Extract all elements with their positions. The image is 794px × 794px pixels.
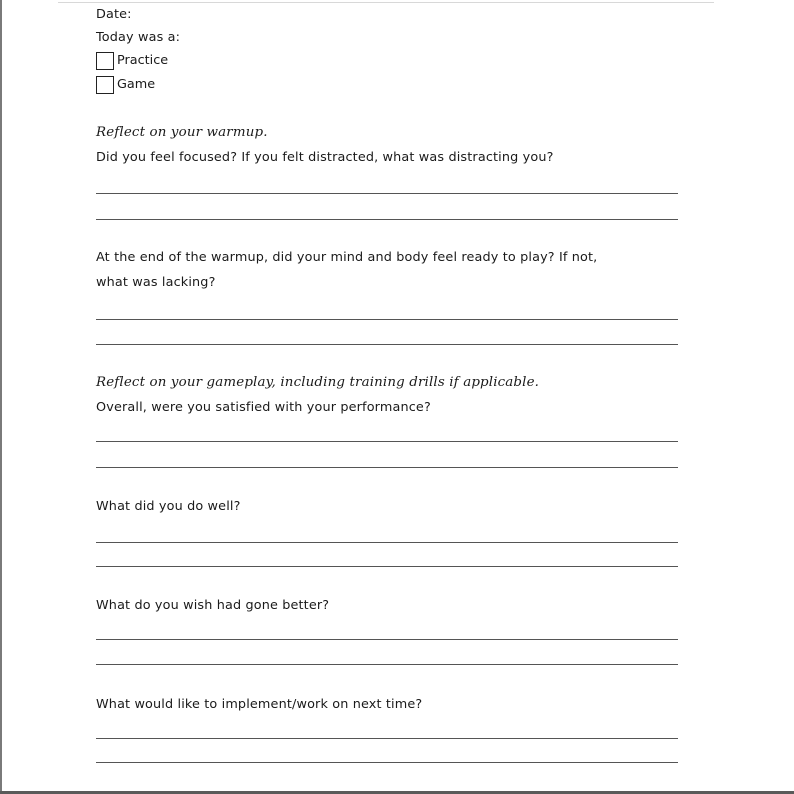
answer-line[interactable] bbox=[96, 639, 678, 640]
today-was-label: Today was a: bbox=[96, 30, 181, 45]
practice-checkbox[interactable] bbox=[96, 52, 114, 70]
gameplay-heading: Reflect on your gameplay, including training drills if applicable. bbox=[96, 375, 540, 390]
answer-line[interactable] bbox=[96, 467, 678, 468]
answer-line[interactable] bbox=[96, 664, 678, 665]
answer-line[interactable] bbox=[96, 738, 678, 739]
warmup-question-2-line-1: At the end of the warmup, did your mind and body feel ready to play? If not, bbox=[96, 250, 598, 265]
date-label: Date: bbox=[96, 7, 132, 22]
gameplay-question-2: What did you do well? bbox=[96, 499, 241, 514]
answer-line[interactable] bbox=[96, 344, 678, 345]
game-option[interactable] bbox=[96, 74, 155, 96]
answer-line[interactable] bbox=[96, 542, 678, 543]
practice-label: Practice bbox=[117, 53, 169, 68]
gameplay-question-3: What do you wish had gone better? bbox=[96, 598, 330, 613]
answer-line[interactable] bbox=[96, 762, 678, 763]
gameplay-question-1: Overall, were you satisfied with your performance? bbox=[96, 400, 431, 415]
game-label: Game bbox=[117, 77, 156, 92]
page-left-border bbox=[0, 0, 2, 794]
answer-line[interactable] bbox=[96, 219, 678, 220]
warmup-question-1: Did you feel focused? If you felt distracted, what was distracting you? bbox=[96, 150, 554, 165]
warmup-heading: Reflect on your warmup. bbox=[96, 125, 268, 140]
warmup-question-2-line-2: what was lacking? bbox=[96, 275, 216, 290]
top-rule bbox=[58, 2, 714, 3]
gameplay-question-4: What would like to implement/work on next time? bbox=[96, 697, 423, 712]
practice-option[interactable] bbox=[96, 50, 168, 72]
answer-line[interactable] bbox=[96, 441, 678, 442]
game-checkbox[interactable] bbox=[96, 76, 114, 94]
answer-line[interactable] bbox=[96, 566, 678, 567]
answer-line[interactable] bbox=[96, 193, 678, 194]
answer-line[interactable] bbox=[96, 319, 678, 320]
